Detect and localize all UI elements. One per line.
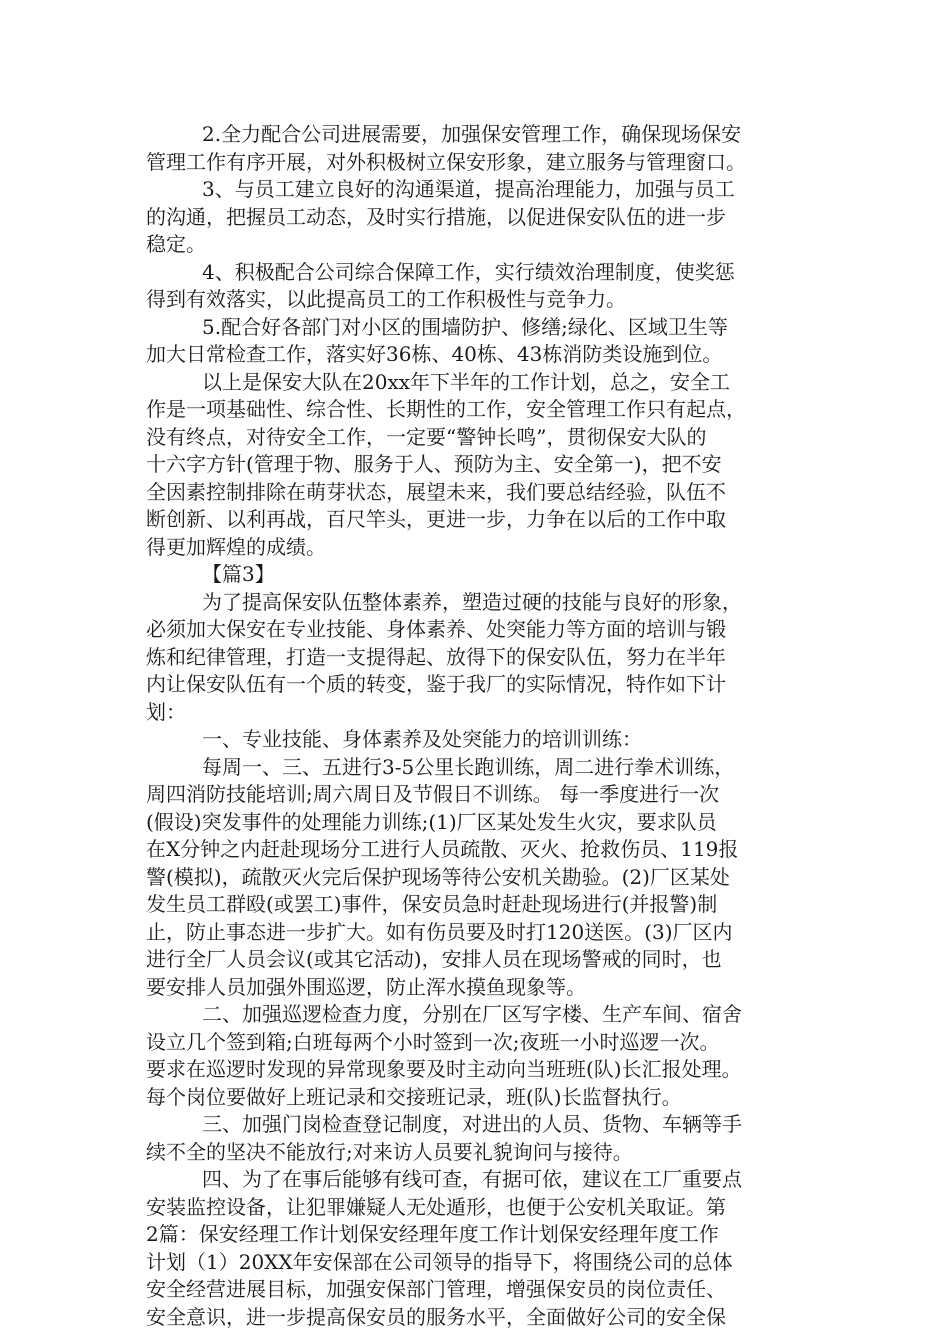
text-line: 炼和纪律管理，打造一支提得起、放得下的保安队伍，努力在半年: [146, 644, 726, 669]
text-line: 止，防止事态进一步扩大。如有伤员要及时打120送医。(3)厂区内: [146, 919, 733, 944]
text-line: 没有终点，对待安全工作，一定要“警钟长鸣”，贯彻保安大队的: [146, 424, 707, 449]
text-line: 三、加强门岗检查登记制度，对进出的人员、货物、车辆等手: [202, 1112, 742, 1136]
text-line: 安装监控设备，让犯罪嫌疑人无处遁形，也便于公安机关取证。第: [146, 1194, 726, 1219]
text-line: 警(模拟)，疏散灭火完后保护现场等待公安机关勘验。(2)厂区某处: [146, 864, 730, 889]
text-line: 安全经营进展目标，加强安保部门管理，增强保安员的岗位责任、: [146, 1277, 726, 1301]
text-line: 四、为了在事后能够有线可查，有据可依，建议在工厂重要点: [202, 1167, 742, 1191]
text-line: 作是一项基础性、综合性、长期性的工作，安全管理工作只有起点，: [146, 397, 746, 421]
text-line: 续不全的坚决不能放行;对来访人员要礼貌询问与接待。: [146, 1139, 633, 1164]
text-line: 以上是保安大队在20xx年下半年的工作计划，总之，安全工: [202, 369, 731, 394]
text-line: 得更加辉煌的成绩。: [146, 534, 326, 559]
text-line: 内让保安队伍有一个质的转变，鉴于我厂的实际情况，特作如下计: [146, 672, 726, 696]
text-line: 在X分钟之内赶赴现场分工进行人员疏散、灭火、抢救伤员、119报: [146, 837, 739, 861]
text-line: 一、专业技能、身体素养及处突能力的培训训练：: [202, 727, 642, 751]
text-line: 要安排人员加强外围巡逻，防止浑水摸鱼现象等。: [146, 974, 586, 999]
text-line: 断创新、以利再战，百尺竿头，更进一步，力争在以后的工作中取: [146, 507, 726, 531]
text-line: 十六字方针(管理于物、服务于人、预防为主、安全第一)，把不安: [146, 452, 722, 476]
text-line: 3、与员工建立良好的沟通渠道，提高治理能力，加强与员工: [202, 177, 735, 201]
text-line: 4、积极配合公司综合保障工作，实行绩效治理制度，使奖惩: [202, 259, 735, 284]
text-line: 2.全力配合公司进展需要，加强保安管理工作，确保现场保安: [202, 122, 742, 146]
text-line: 必须加大保安在专业技能、身体素养、处突能力等方面的培训与锻: [146, 617, 726, 641]
text-line: 二、加强巡逻检查力度，分别在厂区写字楼、生产车间、宿舍: [202, 1002, 742, 1026]
text-line: 为了提高保安队伍整体素养，塑造过硬的技能与良好的形象，: [202, 589, 742, 614]
text-line: 周四消防技能培训;周六周日及节假日不训练。 每一季度进行一次: [146, 782, 720, 806]
text-line: 每周一、三、五进行3-5公里长跑训练，周二进行拳术训练，: [202, 754, 735, 779]
text-line: 安全意识，进一步提高保安员的服务水平，全面做好公司的安全保: [146, 1304, 726, 1329]
text-line: 2篇：保安经理工作计划保安经理年度工作计划保安经理年度工作: [146, 1222, 719, 1246]
text-line: 加大日常检查工作，落实好36栋、40栋、43栋消防类设施到位。: [146, 342, 723, 366]
text-line: 得到有效落实，以此提高员工的工作积极性与竞争力。: [146, 287, 626, 311]
text-line: 管理工作有序开展，对外积极树立保安形象，建立服务与管理窗口。: [146, 149, 746, 174]
text-line: 稳定。: [146, 232, 206, 256]
text-line: 5.配合好各部门对小区的围墙防护、修缮;绿化、区域卫生等: [202, 314, 728, 339]
text-line: 计划（1）20XX年安保部在公司领导的指导下，将围绕公司的总体: [146, 1249, 733, 1274]
text-line: 设立几个签到箱;白班每两个小时签到一次;夜班一小时巡逻一次。: [146, 1029, 720, 1054]
text-line: 每个岗位要做好上班记录和交接班记录，班(队)长监督执行。: [146, 1084, 682, 1109]
text-line: 发生员工群殴(或罢工)事件，保安员急时赶赴现场进行(并报警)制: [146, 892, 718, 916]
text-line: 进行全厂人员会议(或其它活动)，安排人员在现场警戒的同时，也: [146, 947, 722, 971]
text-line: 【篇3】: [202, 562, 275, 586]
text-line: 全因素控制排除在萌芽状态，展望未来，我们要总结经验，队伍不: [146, 479, 726, 504]
text-line: 要求在巡逻时发现的异常现象要及时主动向当班班(队)长汇报处理。: [146, 1057, 742, 1081]
document-body: [146, 121, 806, 1331]
text-line: (假设)突发事件的处理能力训练;(1)厂区某处发生火灾，要求队员: [146, 809, 717, 834]
text-line: 的沟通，把握员工动态，及时实行措施，以促进保安队伍的进一步: [146, 204, 726, 229]
text-line: 划：: [146, 699, 186, 724]
